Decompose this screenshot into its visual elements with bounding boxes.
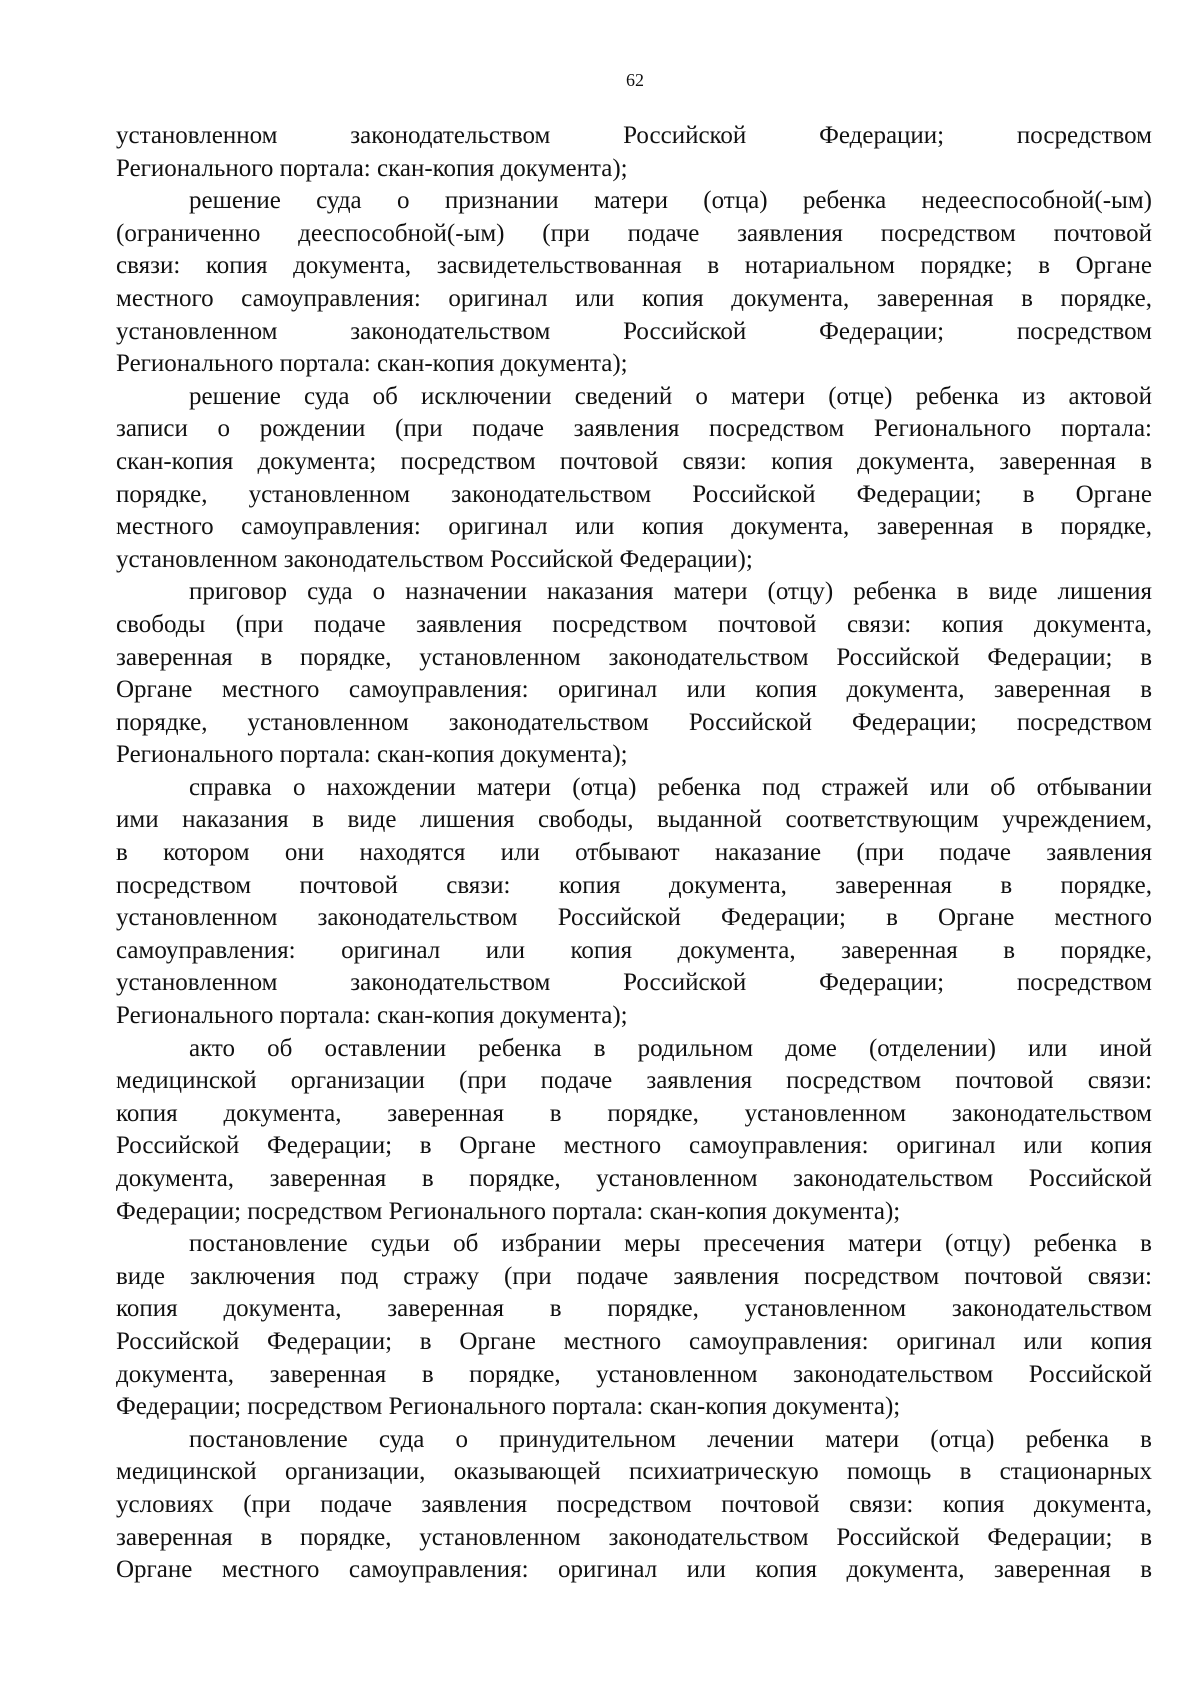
text-line: местного самоуправления: оригинал или копия документа, заверенная в порядке,	[116, 513, 1152, 541]
text-line: копия документа, заверенная в порядке, установленном законодательством	[116, 1295, 1152, 1323]
text-line: акто об оставлении ребенка в родильном доме (отделении) или иной	[189, 1034, 1152, 1062]
text-line: установленном законодательством Российской Федерации);	[116, 545, 753, 573]
text-line: Регионального портала: скан-копия документа);	[116, 154, 628, 182]
text-line: (ограниченно дееспособной(-ым) (при подаче заявления посредством почтовой	[116, 219, 1152, 247]
text-line: порядке, установленном законодательством Российской Федерации; в Органе	[116, 480, 1152, 508]
text-line: приговор суда о назначении наказания матери (отцу) ребенка в виде лишения	[189, 578, 1152, 606]
text-line: документа, заверенная в порядке, установленном законодательством Российской	[116, 1360, 1152, 1388]
document-body	[116, 120, 1152, 1587]
text-line: ими наказания в виде лишения свободы, выданной соответствующим учреждением,	[116, 806, 1152, 834]
text-line: самоуправления: оригинал или копия документа, заверенная в порядке,	[116, 936, 1152, 964]
text-line: Регионального портала: скан-копия документа);	[116, 350, 628, 378]
text-line: установленном законодательством Российской Федерации; в Органе местного	[116, 904, 1152, 932]
text-line: заверенная в порядке, установленном законодательством Российской Федерации; в	[116, 643, 1152, 671]
text-line: установленном законодательством Российской Федерации; посредством	[116, 317, 1152, 345]
text-line: медицинской организации (при подаче заявления посредством почтовой связи:	[116, 1067, 1152, 1095]
text-line: Российской Федерации; в Органе местного самоуправления: оригинал или копия	[116, 1132, 1152, 1160]
text-line: установленном законодательством Российской Федерации; посредством	[116, 969, 1152, 997]
text-line: записи о рождении (при подаче заявления посредством Регионального портала:	[116, 415, 1152, 443]
text-line: скан-копия документа; посредством почтовой связи: копия документа, заверенная в	[116, 447, 1152, 475]
text-line: Органе местного самоуправления: оригинал или копия документа, заверенная в	[116, 676, 1152, 704]
text-line: порядке, установленном законодательством Российской Федерации; посредством	[116, 708, 1152, 736]
text-line: посредством почтовой связи: копия документа, заверенная в порядке,	[116, 871, 1152, 899]
text-line: Российской Федерации; в Органе местного самоуправления: оригинал или копия	[116, 1327, 1152, 1355]
text-line: справка о нахождении матери (отца) ребенка под стражей или об отбывании	[189, 773, 1152, 801]
text-line: в котором они находятся или отбывают наказание (при подаче заявления	[116, 839, 1152, 867]
text-line: документа, заверенная в порядке, установленном законодательством Российской	[116, 1165, 1152, 1192]
text-line: Органе местного самоуправления: оригинал или копия документа, заверенная в	[116, 1556, 1152, 1584]
text-line: виде заключения под стражу (при подаче заявления посредством почтовой связи:	[116, 1262, 1152, 1290]
text-line: условиях (при подаче заявления посредством почтовой связи: копия документа,	[116, 1490, 1152, 1518]
text-line: копия документа, заверенная в порядке, установленном законодательством	[116, 1099, 1152, 1127]
text-line: постановление суда о принудительном лечении матери (отца) ребенка в	[189, 1425, 1152, 1453]
text-line: Регионального портала: скан-копия документа);	[116, 1002, 628, 1030]
text-line: Федерации; посредством Регионального портала: скан-копия документа);	[116, 1197, 901, 1225]
text-line: решение суда о признании матери (отца) ребенка недееспособной(-ым)	[189, 187, 1152, 215]
text-line: решение суда об исключении сведений о матери (отце) ребенка из актовой	[189, 382, 1152, 410]
text-line: установленном законодательством Российской Федерации; посредством	[116, 122, 1152, 149]
text-line: медицинской организации, оказывающей психиатрическую помощь в стационарных	[116, 1458, 1152, 1486]
text-line: постановление судьи об избрании меры пресечения матери (отцу) ребенка в	[189, 1230, 1152, 1258]
text-line: Регионального портала: скан-копия документа);	[116, 741, 628, 769]
text-line: местного самоуправления: оригинал или копия документа, заверенная в порядке,	[116, 284, 1152, 312]
text-line: заверенная в порядке, установленном законодательством Российской Федерации; в	[116, 1523, 1152, 1551]
text-line: Федерации; посредством Регионального портала: скан-копия документа);	[116, 1393, 901, 1421]
text-line: свободы (при подаче заявления посредством почтовой связи: копия документа,	[116, 610, 1152, 638]
text-line: связи: копия документа, засвидетельствованная в нотариальном порядке; в Органе	[116, 252, 1152, 280]
page-number: 62	[626, 70, 644, 90]
